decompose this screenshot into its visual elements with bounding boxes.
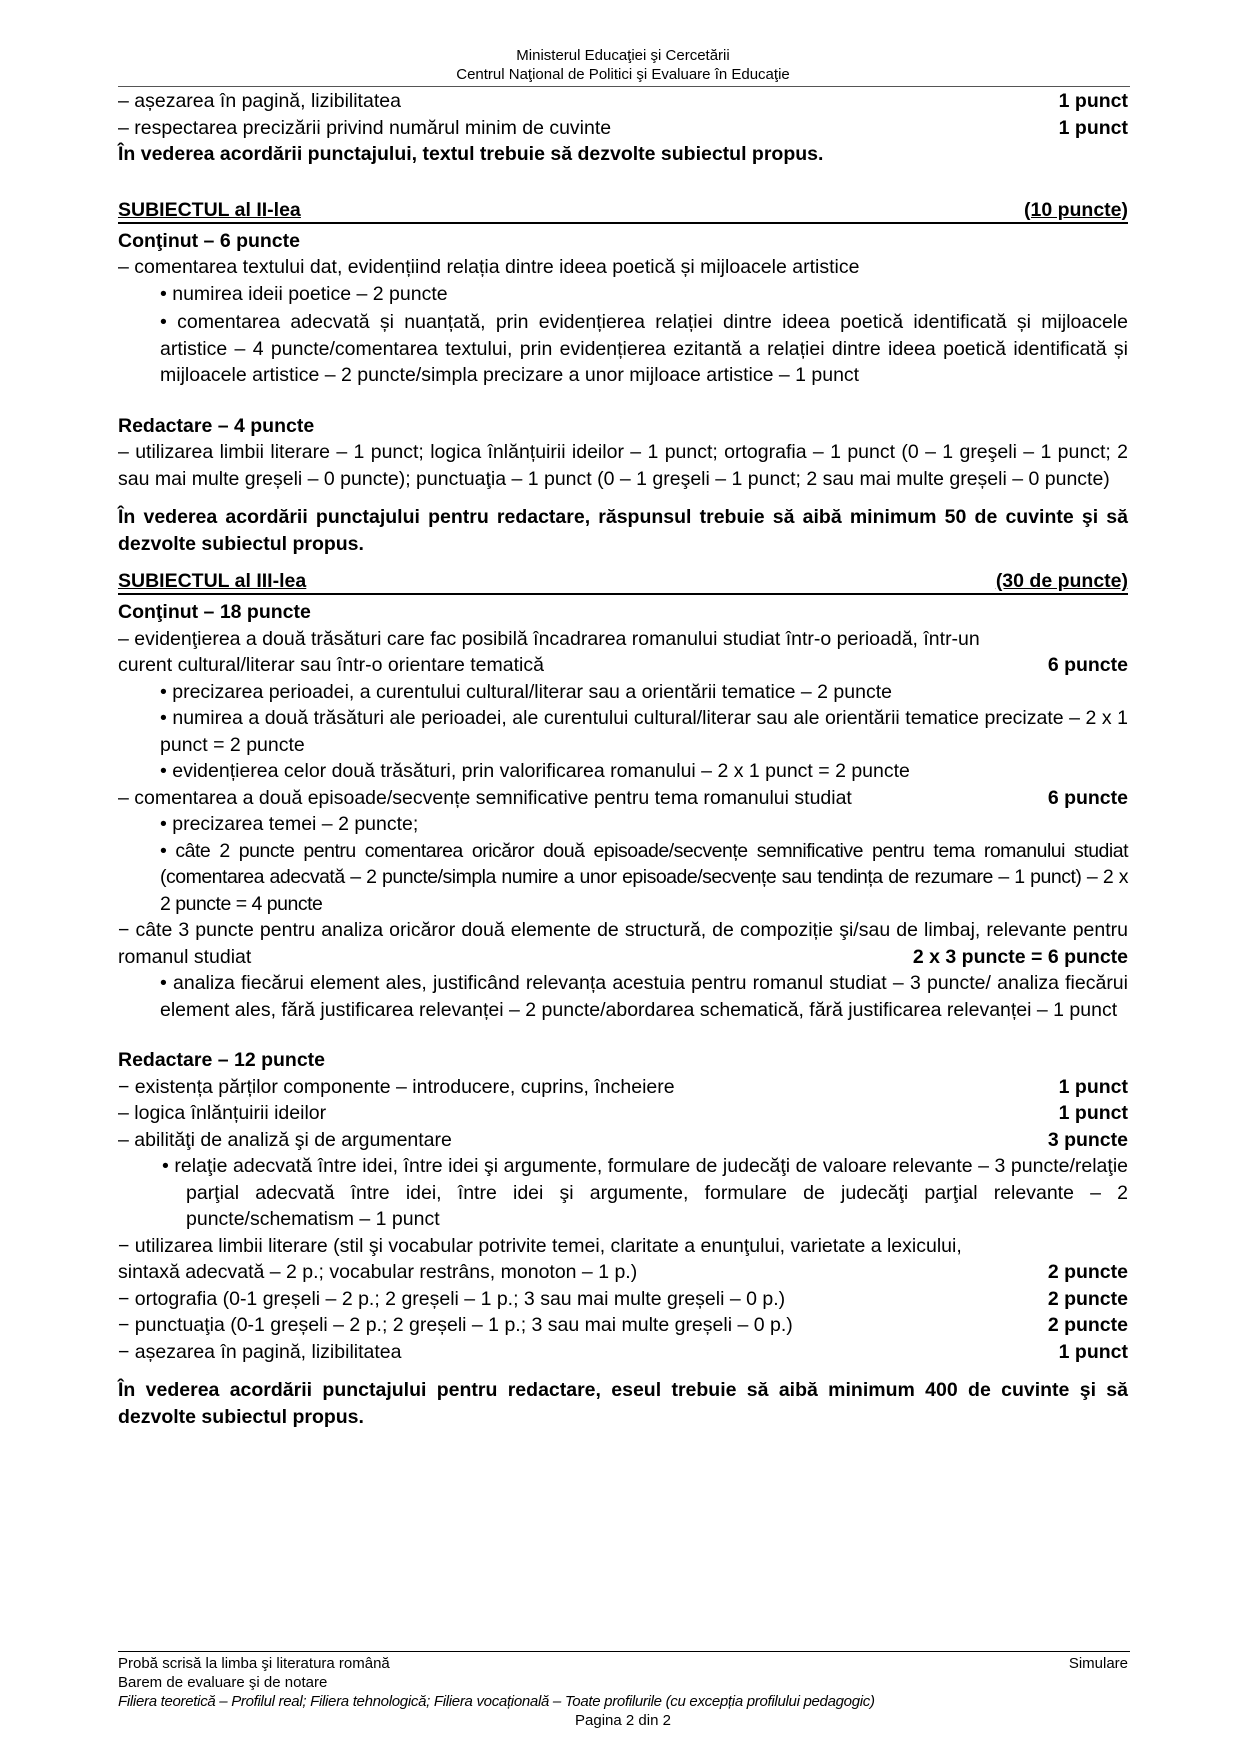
- criterion-block: [118, 626, 1128, 679]
- criterion-row: [118, 1074, 1128, 1101]
- section-title-subiect-3: [118, 569, 1128, 595]
- subsection-title: Redactare – 4 puncte: [118, 414, 315, 437]
- bullet-item: • analiza fiecărui element ales, justificând relevanța acestuia pentru romanul studiat – 3 puncte/ analiza fiecărui element ales, fără justificarea relevanței – 2 puncte/abordarea schematică, fără justificarea relevanței – 1 punct: [160, 972, 1128, 1021]
- page-header: [118, 46, 1128, 84]
- criterion-text: − existența părților componente – introducere, cuprins, încheiere: [118, 1075, 675, 1098]
- footer-barem: Barem de evaluare şi de notare: [118, 1674, 328, 1691]
- criterion-points: 1 punct: [1058, 1075, 1128, 1098]
- criterion-points: 1 punct: [1058, 90, 1128, 112]
- criterion-row: [118, 1312, 1128, 1339]
- document-body: [118, 88, 1128, 1430]
- criterion-text: − câte 3 puncte pentru analiza oricăror două elemente de structură, de compoziție şi/sau de limbaj, relevante pentru romanul studiat: [118, 919, 1128, 968]
- bullet-item: • câte 2 puncte pentru comentarea oricăror două episoade/secvențe semnificative pentru tema romanului studiat (comentarea adecvată – 2 puncte/simpla numire a unor episoade/secvențe sau tendința de rezumare – 1 punct) – 2 x 2 puncte = 4 puncte: [160, 839, 1128, 915]
- criterion-text: – utilizarea limbii literare – 1 punct; logica înlănțuirii ideilor – 1 punct; ortografia – 1 punct (0 – 1 greşeli – 1 punct; 2 sau mai multe greșeli – 0 puncte); punctuaţia – 1 punct (0 – 1 greşeli – 1 punct; 2 sau mai multe greșeli – 0 puncte): [118, 441, 1128, 490]
- criterion-row: [118, 1127, 1128, 1154]
- footer-row: [118, 1654, 1128, 1673]
- header-ministry: Ministerul Educaţiei şi Cercetării: [516, 47, 730, 64]
- bullet-item: • relaţie adecvată între idei, între idei şi argumente, formulare de judecăţi de valoare relevante – 3 puncte/relaţie parţial adecvată între idei, între idei şi argumente, formulare de judecăţi parţial relevante – 2 puncte/schematism – 1 punct: [162, 1155, 1128, 1230]
- section-title: SUBIECTUL al III-lea: [118, 570, 307, 592]
- criterion-text: – respectarea precizării privind numărul minim de cuvinte: [118, 116, 612, 139]
- criterion-text: sintaxă adecvată – 2 p.; vocabular restrâns, monoton – 1 p.): [118, 1261, 638, 1283]
- section-title-subiect-2: [118, 198, 1128, 224]
- footer-profiles: Filiera teoretică – Profilul real; Filiera tehnologică; Filiera vocațională – Toate profilurile (cu excepția profilului pedagogic): [118, 1693, 875, 1710]
- header-center: Centrul Naţional de Politici şi Evaluare în Educaţie: [456, 66, 790, 83]
- criterion-points: 2 x 3 puncte = 6 puncte: [905, 944, 1128, 971]
- footer-divider: [118, 1651, 1130, 1652]
- subsection-title: Redactare – 12 puncte: [118, 1049, 326, 1071]
- criterion-row: [118, 1339, 1128, 1366]
- note: În vederea acordării punctajului, textul trebuie să dezvolte subiectul propus.: [118, 143, 824, 165]
- note: În vederea acordării punctajului pentru redactare, răspunsul trebuie să aibă minimum 50 de cuvinte şi să dezvolte subiectul propus.: [118, 506, 1128, 555]
- criterion-row: [118, 1259, 1128, 1286]
- criterion-points: 2 puncte: [1047, 1261, 1128, 1283]
- section-points: (30 de puncte): [995, 570, 1128, 592]
- criterion-points: 1 punct: [1058, 1102, 1128, 1124]
- subsection-title: Conţinut – 18 puncte: [118, 601, 311, 623]
- criterion-points: 1 punct: [1058, 1340, 1128, 1363]
- footer-exam: Probă scrisă la limba şi literatura română: [118, 1655, 390, 1672]
- criterion-points: 2 puncte: [1047, 1287, 1128, 1310]
- criterion-text: − ortografia (0-1 greșeli – 2 p.; 2 greșeli – 1 p.; 3 sau mai multe greșeli – 0 p.): [118, 1287, 786, 1310]
- subsection-title: Conţinut – 6 puncte: [118, 229, 300, 252]
- criterion-text: – logica înlănțuirii ideilor: [118, 1102, 327, 1124]
- criterion-points: 6 puncte: [1047, 786, 1128, 809]
- bullet-item: • precizarea temei – 2 puncte;: [160, 813, 419, 835]
- criterion-row: [118, 785, 1128, 812]
- criterion-text: − așezarea în pagină, lizibilitatea: [118, 1340, 402, 1363]
- criterion-text: − punctuaţia (0-1 greșeli – 2 p.; 2 greșeli – 1 p.; 3 sau mai multe greșeli – 0 p.): [118, 1314, 793, 1336]
- section-title: SUBIECTUL al II-lea: [118, 198, 301, 221]
- page-number: Pagina 2 din 2: [575, 1712, 671, 1729]
- section-points: (10 puncte): [1023, 198, 1128, 221]
- criterion-text: – evidenţierea a două trăsături care fac posibilă încadrarea romanului studiat într-o perioadă, într-un curent cultural/literar sau într-o orientare tematică: [118, 627, 980, 676]
- criterion-row: [118, 115, 1128, 142]
- criterion-text: – abilităţi de analiză şi de argumentare: [118, 1128, 452, 1151]
- note: În vederea acordării punctajului pentru redactare, eseul trebuie să aibă minimum 400 de cuvinte şi să dezvolte subiectul propus.: [118, 1379, 1128, 1428]
- criterion-points: 6 puncte: [1047, 654, 1128, 676]
- criterion-points: 2 puncte: [1047, 1314, 1128, 1336]
- criterion-text: − utilizarea limbii literare (stil şi vocabular potrivite temei, claritate a enunţului, varietate a lexicului,: [118, 1234, 962, 1257]
- bullet-item: • numirea a două trăsături ale perioadei, ale curentului cultural/literar sau ale orientării tematice precizate – 2 x 1 punct = 2 puncte: [160, 707, 1128, 756]
- bullet-item: • comentarea adecvată și nuanțată, prin evidențierea relației dintre ideea poetică identificată și mijloacele artistice – 4 puncte/comentarea textului, prin evidențierea ezitantă a relației dintre ideea poetică identificată și mijloacele artistice – 2 puncte/simpla precizare a unor mijloace artistice – 1 punct: [160, 311, 1128, 386]
- criterion-text: – comentarea a două episoade/secvențe semnificative pentru tema romanului studiat: [118, 786, 852, 809]
- criterion-row: [118, 88, 1128, 115]
- bullet-item: • evidențierea celor două trăsături, prin valorificarea romanului – 2 x 1 punct = 2 puncte: [160, 760, 910, 782]
- criterion-text: – comentarea textului dat, evidențiind relația dintre ideea poetică și mijloacele artistice: [118, 256, 860, 278]
- criterion-block: [118, 917, 1128, 970]
- footer-session: Simulare: [1068, 1655, 1128, 1672]
- page-footer: [118, 1654, 1128, 1730]
- bullet-item: • precizarea perioadei, a curentului cultural/literar sau a orientării tematice – 2 puncte: [160, 680, 892, 703]
- criterion-row: [118, 1100, 1128, 1127]
- header-divider: [118, 86, 1130, 87]
- criterion-points: 1 punct: [1058, 116, 1128, 139]
- bullet-item: • numirea ideii poetice – 2 puncte: [160, 282, 448, 305]
- criterion-text: – așezarea în pagină, lizibilitatea: [118, 90, 401, 112]
- criterion-row: [118, 1286, 1128, 1313]
- criterion-points: 3 puncte: [1047, 1128, 1128, 1151]
